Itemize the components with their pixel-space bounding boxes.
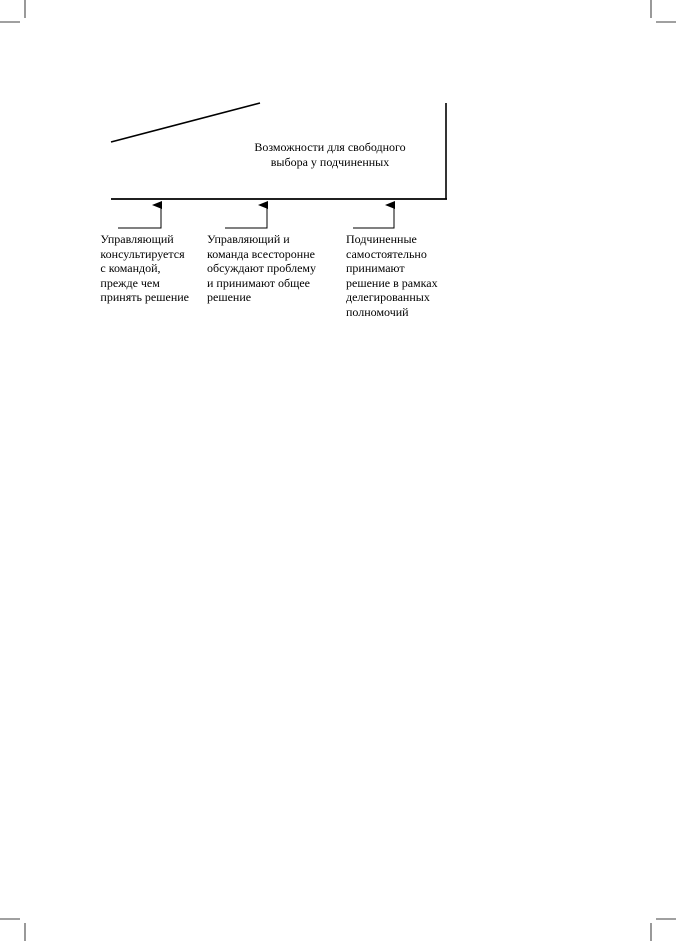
arrow-option-2 bbox=[225, 205, 267, 228]
option-1-text: Управляющий консультируется с командой, прежде чем принять решение bbox=[100, 232, 189, 305]
option-2-text: Управляющий и команда всесторонне обсуждают проблему и принимают общее решение bbox=[207, 232, 317, 305]
boundary-diagonal bbox=[111, 103, 260, 142]
option-3-text: Подчиненные самостоятельно принимают решение в рамках делегированных полномочий bbox=[346, 232, 438, 319]
arrow-option-1 bbox=[118, 205, 161, 228]
option-1-clip bbox=[100, 228, 201, 318]
region-label: Возможности для свободного выбора у подчиненных bbox=[254, 140, 406, 169]
arrow-option-3 bbox=[353, 205, 394, 228]
